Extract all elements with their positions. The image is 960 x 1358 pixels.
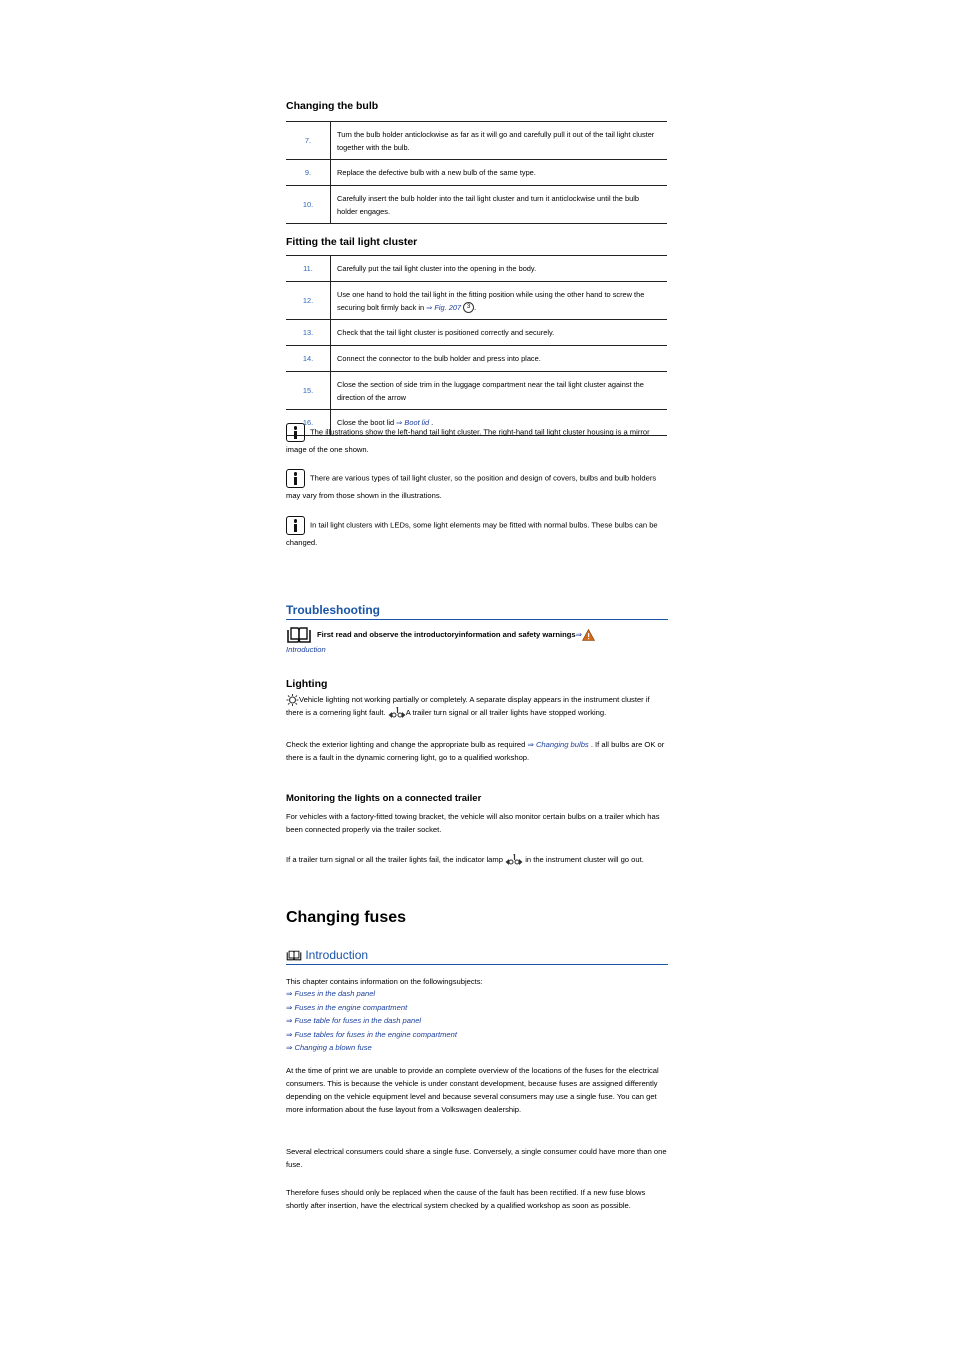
- lighting-heading: Lighting: [286, 678, 328, 690]
- arrow-symbol: ⇒: [575, 630, 583, 639]
- step-text: Carefully insert the bulb holder into the tail light cluster and turn it anticlockwise until the bulb holder engages.: [331, 186, 668, 224]
- boot-lid-link[interactable]: ⇒ Boot lid: [396, 418, 430, 427]
- trailer-fail-text: If a trailer turn signal or all the trailer lights fail, the indicator lamp in the instrument cluster will go out.: [286, 853, 668, 867]
- step-number: 7.: [286, 122, 331, 160]
- info-icon: [286, 516, 305, 535]
- table-row: [286, 256, 667, 282]
- fuses-paragraph: Therefore fuses should only be replaced when the cause of the fault has been rectified. If a new fuse blows shortly after insertion, have the electrical system checked by a qualified workshop as soon as possible.: [286, 1188, 646, 1210]
- lighting-text: Vehicle lighting not working partially or completely. A separate display appears in the instrument cluster if there is a cornering light fault. A trailer turn signal or all trailer lights have stopped working.: [286, 693, 668, 720]
- read-first-text: First read and observe the introductoryinformation and safety warnings: [317, 630, 576, 639]
- note: There are various types of tail light cluster, so the position and design of covers, bulbs and bulb holders may vary from those shown in the illustrations.: [286, 469, 668, 504]
- fig-207-link[interactable]: ⇒ Fig. 207: [426, 302, 462, 312]
- read-first-notice: [286, 627, 668, 657]
- step-text: Close the boot lid ⇒ Boot lid .: [331, 410, 668, 436]
- step-number: 13.: [286, 320, 331, 346]
- step-text: Use one hand to hold the tail light in the fitting position while using the other hand to screw the securing bolt firmly back in ⇒ Fig. 207 3 .: [331, 282, 668, 320]
- book-icon: [286, 627, 312, 643]
- link-fuse-tables-engine[interactable]: ⇒ Fuse tables for fuses in the engine compartment: [286, 1029, 457, 1039]
- table-row: [286, 346, 667, 372]
- fitting-steps-table: [286, 255, 667, 436]
- step-text: Replace the defective bulb with a new bulb of the same type.: [331, 160, 668, 186]
- changing-fuses-heading: Changing fuses: [286, 909, 407, 926]
- changing-bulb-heading: Changing the bulb: [286, 100, 379, 112]
- bulb-warning-icon: [286, 694, 299, 706]
- trailer-lamp-icon: [505, 854, 523, 867]
- callout-number: 3: [463, 302, 474, 313]
- step-number: 16.: [286, 410, 331, 436]
- bulb-steps-table: [286, 121, 667, 224]
- step-number: 12.: [286, 282, 331, 320]
- info-icon: [286, 469, 305, 488]
- step-text: Turn the bulb holder anticlockwise as far as it will go and carefully pull it out of the tail light cluster together with the bulb.: [331, 122, 668, 160]
- subject-links: [286, 987, 668, 1055]
- note: In tail light clusters with LEDs, some light elements may be fitted with normal bulbs. These bulbs can be changed.: [286, 516, 668, 551]
- step-number: 10.: [286, 186, 331, 224]
- step-number: 15.: [286, 372, 331, 410]
- trailer-lamp-icon: [388, 707, 406, 720]
- fuses-introduction-heading: Introduction: [286, 948, 668, 965]
- table-row: [286, 282, 667, 320]
- step-number: 14.: [286, 346, 331, 372]
- info-icon: [286, 423, 305, 442]
- intro-text: This chapter contains information on the followingsubjects:: [286, 977, 483, 986]
- check-lighting-text: Check the exterior lighting and change the appropriate bulb as required ⇒ Changing bulbs . If all bulbs are OK or there is a fault in the dynamic cornering light, go to a qualified workshop.: [286, 740, 665, 762]
- monitoring-heading: Monitoring the lights on a connected trailer: [286, 793, 482, 804]
- table-row: [286, 122, 667, 160]
- link-changing-blown-fuse[interactable]: ⇒ Changing a blown fuse: [286, 1043, 372, 1052]
- step-text: Close the section of side trim in the luggage compartment near the tail light cluster against the direction of the arrow: [331, 372, 668, 410]
- link-fuses-dash-panel[interactable]: ⇒ Fuses in the dash panel: [286, 989, 376, 998]
- book-icon: [286, 950, 302, 961]
- introduction-link[interactable]: Introduction: [286, 645, 326, 654]
- note: The illustrations show the left-hand tail light cluster. The right-hand tail light cluster housing is a mirror image of the one shown.: [286, 423, 668, 458]
- warning-icon: [582, 629, 595, 641]
- link-fuses-engine-compartment[interactable]: ⇒ Fuses in the engine compartment: [286, 1002, 408, 1012]
- fuses-paragraph: Several electrical consumers could share a single fuse. Conversely, a single consumer could have more than one fuse.: [286, 1147, 667, 1169]
- table-row: [286, 186, 667, 224]
- monitoring-text: For vehicles with a factory-fitted towing bracket, the vehicle will also monitor certain bulbs on a trailer which has been connected properly via the trailer socket.: [286, 812, 660, 834]
- step-text: Carefully put the tail light cluster into the opening in the body.: [331, 256, 668, 282]
- table-row: [286, 160, 667, 186]
- changing-bulbs-link[interactable]: ⇒ Changing bulbs: [527, 740, 589, 749]
- fuses-paragraph: At the time of print we are unable to provide an complete overview of the locations of the fuses for the electrical consumers. This is because the vehicle is under constant development, because fuses are assigned differently depending on the vehicle equipment level and because several consumers may use a single fuse. You can get more information about the fuse layout from a Volkswagen dealership.: [286, 1066, 659, 1114]
- troubleshooting-heading: Troubleshooting: [286, 603, 668, 620]
- link-fuse-table-dash-panel[interactable]: ⇒ Fuse table for fuses in the dash panel: [286, 1016, 422, 1025]
- step-number: 11.: [286, 256, 331, 282]
- fitting-heading: Fitting the tail light cluster: [286, 236, 418, 248]
- step-number: 9.: [286, 160, 331, 186]
- table-row: [286, 320, 667, 346]
- table-row: [286, 372, 667, 410]
- step-text: Connect the connector to the bulb holder and press into place.: [331, 346, 668, 372]
- step-text: Check that the tail light cluster is positioned correctly and securely.: [331, 320, 668, 346]
